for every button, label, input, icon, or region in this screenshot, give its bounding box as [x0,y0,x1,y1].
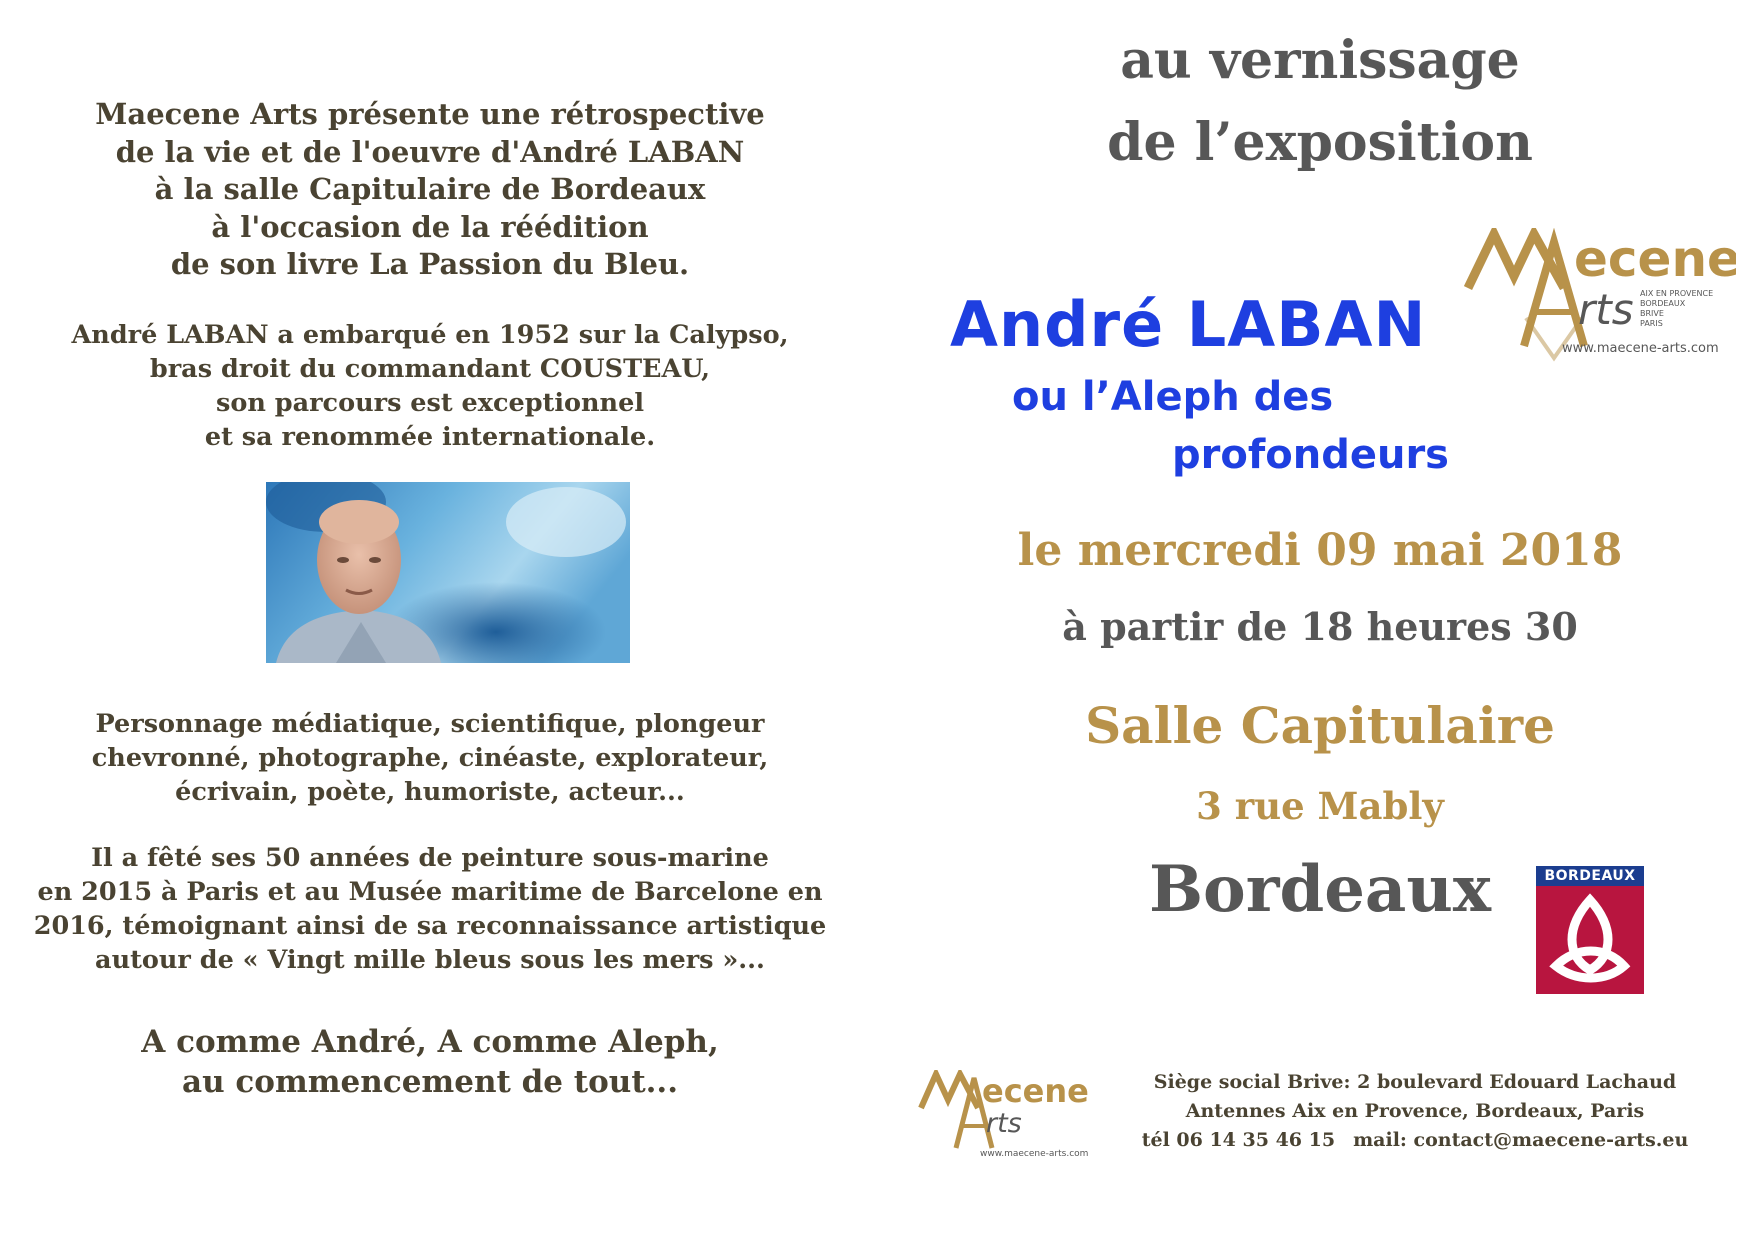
logo-ecene: ecene [1574,230,1736,288]
footer-phone: tél 06 14 35 46 15 [1141,1129,1336,1151]
event-heading [1000,20,1640,184]
logo-rts: rts [1578,285,1634,334]
celebration-paragraph [30,841,830,977]
intro-line: à l'occasion de la réédition [211,209,649,244]
logo-city: PARIS [1640,319,1663,328]
intro-line [30,246,830,284]
roles-line: chevronné, photographe, cinéaste, explorateur, [91,743,769,773]
intro-suffix: . [679,247,690,281]
celebration-line: Il a fêté ses 50 années de peinture sous-marine [91,843,769,873]
logo-city: BORDEAUX [1640,299,1686,308]
bio-line: André LABAN a embarqué en 1952 sur la Calypso, [71,320,789,350]
logo-ecene: ecene [982,1072,1089,1110]
book-title: La Passion du Bleu [369,247,680,281]
bio-line: son parcours est exceptionnel [215,388,645,418]
portrait-photo [266,482,630,663]
event-date: le mercredi 09 mai 2018 [1017,525,1623,576]
logo-rts: rts [986,1108,1022,1139]
venue-city: Bordeaux [1148,852,1492,927]
triquetra-icon [1536,886,1644,994]
intro-paragraph [30,96,830,284]
celebration-line: en 2015 à Paris et au Musée maritime de Barcelone en [37,877,823,907]
intro-line: à la salle Capitulaire de Bordeaux [154,172,706,206]
footer-contact-line [1130,1126,1700,1155]
bio-line: et sa renommée internationale. [204,422,656,452]
exhibition-subtitle-line2: profondeurs [1172,432,1449,478]
maecene-arts-logo [1464,228,1736,368]
bordeaux-city-logo [1536,866,1644,994]
maecene-arts-logo-small [918,1070,1093,1162]
footer-contact [1130,1068,1700,1155]
roles-paragraph [30,707,830,809]
closing-paragraph [30,1022,830,1102]
logo-url: www.maecene-arts.com [980,1149,1089,1159]
celebration-line: autour de « Vingt mille bleus sous les mers »... [95,945,765,975]
event-time: à partir de 18 heures 30 [1062,604,1578,649]
bio-line: bras droit du commandant COUSTEAU, [149,354,711,384]
intro-prefix: de son livre [170,247,370,281]
intro-line: Maecene Arts présente une rétrospective [95,97,765,131]
closing-line: au commencement de tout... [181,1064,679,1100]
bio-paragraph [30,318,830,454]
exhibition-subtitle-line1: ou l’Aleph des [1012,374,1334,420]
roles-line: écrivain, poète, humoriste, acteur... [175,777,685,807]
logo-city: BRIVE [1640,309,1664,318]
celebration-line: 2016, témoignant ainsi de sa reconnaissance artistique [33,911,827,941]
portrait-image [266,482,630,663]
heading-line: au vernissage [1120,30,1520,91]
artist-name: André LABAN [950,288,1427,361]
footer-mail: mail: contact@maecene-arts.eu [1353,1129,1689,1151]
roles-line: Personnage médiatique, scientifique, plongeur [95,709,765,739]
closing-line: A comme André, A comme Aleph, [141,1024,719,1060]
logo-url: www.maecene-arts.com [1562,341,1719,356]
venue-street: 3 rue Mably [1196,784,1444,828]
logo-city: AIX EN PROVENCE [1640,289,1714,298]
intro-line: de la vie et de l'oeuvre d'André LABAN [115,134,745,169]
footer-address: Siège social Brive: 2 boulevard Edouard Lachaud [1153,1071,1677,1093]
heading-line: de l’exposition [1107,112,1533,173]
venue-name: Salle Capitulaire [1085,696,1555,755]
footer-antennes: Antennes Aix en Provence, Bordeaux, Paris [1185,1100,1645,1122]
bordeaux-badge-label: BORDEAUX [1536,866,1644,886]
